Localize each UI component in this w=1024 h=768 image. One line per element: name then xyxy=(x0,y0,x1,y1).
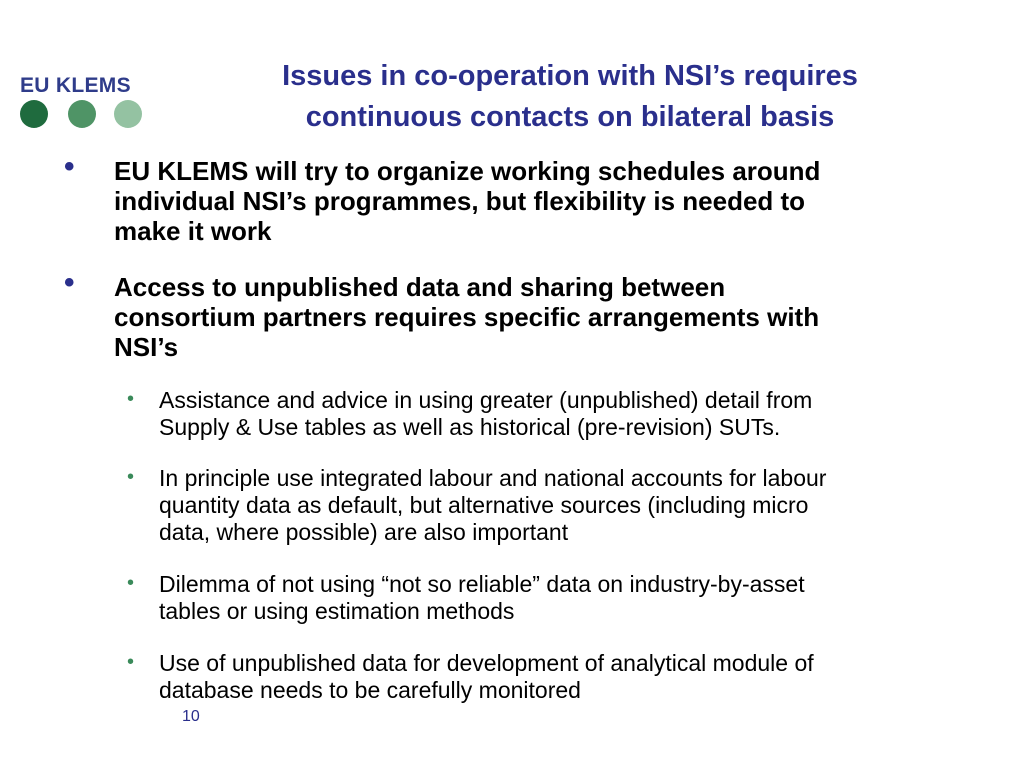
sub-bullet-line: Dilemma of not using “not so reliable” data on industry-by-asset xyxy=(159,571,805,597)
bullet-line: Access to unpublished data and sharing between xyxy=(114,272,726,302)
sub-bullet-item xyxy=(159,571,999,625)
sub-bullet-line: tables or using estimation methods xyxy=(159,598,515,624)
sub-bullet-item xyxy=(159,387,999,441)
bullet-item xyxy=(114,156,994,246)
bullet-line: make it work xyxy=(114,216,272,246)
logo-text: EU KLEMS xyxy=(20,74,131,97)
sub-bullet-line: database needs to be carefully monitored xyxy=(159,677,581,703)
sub-bullet-icon: • xyxy=(127,572,135,594)
sub-bullet-icon: • xyxy=(127,466,135,488)
bullet-icon: • xyxy=(64,150,75,183)
sub-bullet-icon: • xyxy=(127,388,135,410)
sub-bullet-line: quantity data as default, but alternative sources (including micro xyxy=(159,492,809,518)
sub-bullet-line: Assistance and advice in using greater (unpublished) detail from xyxy=(159,387,813,413)
slide-title-line: continuous contacts on bilateral basis xyxy=(305,101,835,133)
slide-title-line: Issues in co-operation with NSI’s requires xyxy=(282,60,858,92)
bullet-icon: • xyxy=(64,266,75,299)
sub-bullet-line: Use of unpublished data for development of analytical module of xyxy=(159,650,814,676)
bullet-line: EU KLEMS will try to organize working schedules around xyxy=(114,156,821,186)
sub-bullet-icon: • xyxy=(127,651,135,673)
bullet-item xyxy=(114,272,994,362)
sub-bullet-line: In principle use integrated labour and national accounts for labour xyxy=(159,465,827,491)
page-number: 10 xyxy=(182,708,200,725)
sub-bullet-line: data, where possible) are also important xyxy=(159,519,569,545)
sub-bullet-item xyxy=(159,465,999,546)
sub-bullet-item xyxy=(159,650,999,704)
bullet-line: consortium partners requires specific arrangements with xyxy=(114,302,820,332)
bullet-line: individual NSI’s programmes, but flexibility is needed to xyxy=(114,186,806,216)
sub-bullet-line: Supply & Use tables as well as historical (pre-revision) SUTs. xyxy=(159,414,781,440)
bullet-line: NSI’s xyxy=(114,332,179,362)
